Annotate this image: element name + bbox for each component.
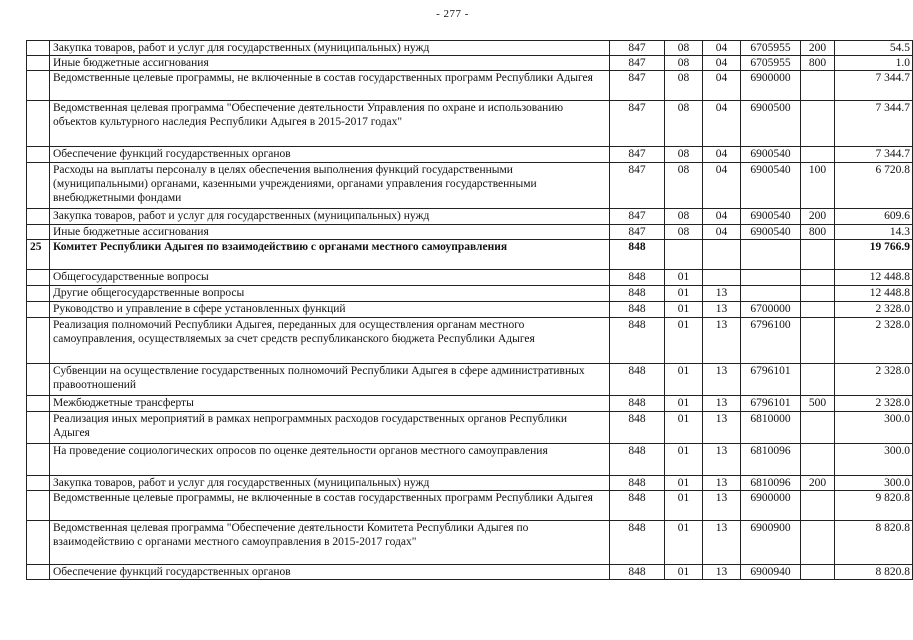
expense-name: Обеспечение функций государственных органов [50,147,610,163]
subsection-code: 13 [703,565,741,580]
amount: 300.0 [835,412,913,444]
ministry-code: 847 [610,41,665,56]
table-row [27,163,913,209]
ministry-code: 847 [610,147,665,163]
section-code: 01 [665,396,703,412]
row-number [27,302,50,318]
ministry-code: 848 [610,270,665,286]
expense-name: Ведомственные целевые программы, не включенные в состав государственных программ Республики Адыгея [50,491,610,521]
table-row [27,444,913,476]
section-code: 08 [665,147,703,163]
expense-name: Другие общегосударственные вопросы [50,286,610,302]
subsection-code [703,240,741,270]
target-article-code: 6705955 [741,56,801,71]
subsection-code: 13 [703,476,741,491]
expense-type-code [801,101,835,147]
subsection-code: 13 [703,396,741,412]
expense-name: Ведомственная целевая программа "Обеспечение деятельности Комитета Республики Адыгея по взаимодействию с органами местного самоуправления в 2015-2017 годах" [50,521,610,565]
expense-type-code: 500 [801,396,835,412]
row-number [27,521,50,565]
section-code: 01 [665,491,703,521]
table-row [27,71,913,101]
subsection-code: 04 [703,147,741,163]
expense-name: Обеспечение функций государственных органов [50,565,610,580]
section-code [665,240,703,270]
expense-name: Реализация полномочий Республики Адыгея, переданных для осуществления органам местного самоуправления, осуществляемых за счет средств республиканского бюджета Республики Адыгея [50,318,610,364]
target-article-code: 6810096 [741,444,801,476]
expense-name: Комитет Республики Адыгея по взаимодействию с органами местного самоуправления [50,240,610,270]
expense-name: Руководство и управление в сфере установленных функций [50,302,610,318]
section-code: 08 [665,163,703,209]
expense-type-code: 200 [801,476,835,491]
row-number [27,565,50,580]
section-code: 01 [665,318,703,364]
subsection-code: 13 [703,412,741,444]
ministry-code: 848 [610,476,665,491]
section-code: 01 [665,412,703,444]
ministry-code: 848 [610,240,665,270]
subsection-code: 04 [703,225,741,240]
amount: 7 344.7 [835,71,913,101]
section-code: 01 [665,521,703,565]
target-article-code: 6900540 [741,163,801,209]
section-code: 01 [665,302,703,318]
section-code: 01 [665,476,703,491]
target-article-code: 6705955 [741,41,801,56]
amount: 9 820.8 [835,491,913,521]
amount: 2 328.0 [835,318,913,364]
table-row [27,412,913,444]
row-number [27,209,50,225]
amount: 6 720.8 [835,163,913,209]
row-number: 25 [27,240,50,270]
subsection-code: 04 [703,101,741,147]
amount: 8 820.8 [835,565,913,580]
amount: 12 448.8 [835,286,913,302]
row-number [27,364,50,396]
target-article-code [741,286,801,302]
row-number [27,412,50,444]
table-row [27,476,913,491]
expense-name: Иные бюджетные ассигнования [50,56,610,71]
ministry-code: 848 [610,412,665,444]
target-article-code: 6810000 [741,412,801,444]
target-article-code: 6810096 [741,476,801,491]
amount: 14.3 [835,225,913,240]
expense-type-code [801,444,835,476]
amount: 7 344.7 [835,147,913,163]
row-number [27,56,50,71]
subsection-code: 13 [703,491,741,521]
section-code: 08 [665,209,703,225]
expense-type-code [801,565,835,580]
table-row [27,56,913,71]
ministry-code: 847 [610,225,665,240]
table-row [27,396,913,412]
expense-name: Субвенции на осуществление государственных полномочий Республики Адыгея в сфере административных правоотношений [50,364,610,396]
subsection-code: 13 [703,286,741,302]
section-code: 08 [665,225,703,240]
ministry-code: 848 [610,302,665,318]
expense-name: Иные бюджетные ассигнования [50,225,610,240]
table-row [27,101,913,147]
amount: 7 344.7 [835,101,913,147]
ministry-code: 848 [610,444,665,476]
expense-name: Общегосударственные вопросы [50,270,610,286]
row-number [27,444,50,476]
expense-name: Ведомственные целевые программы, не включенные в состав государственных программ Республики Адыгея [50,71,610,101]
row-number [27,163,50,209]
table-row [27,302,913,318]
expense-type-code [801,302,835,318]
section-code: 01 [665,444,703,476]
subsection-code: 04 [703,41,741,56]
target-article-code: 6900000 [741,71,801,101]
target-article-code: 6900900 [741,521,801,565]
expense-type-code [801,240,835,270]
amount: 2 328.0 [835,364,913,396]
ministry-code: 848 [610,491,665,521]
row-number [27,286,50,302]
subsection-code: 13 [703,302,741,318]
section-code: 08 [665,41,703,56]
table-row [27,240,913,270]
table-row [27,565,913,580]
ministry-code: 847 [610,101,665,147]
target-article-code: 6796100 [741,318,801,364]
target-article-code: 6900540 [741,147,801,163]
table-row [27,286,913,302]
subsection-code: 04 [703,163,741,209]
amount: 300.0 [835,476,913,491]
row-number [27,318,50,364]
subsection-code: 04 [703,71,741,101]
expense-type-code [801,521,835,565]
ministry-code: 848 [610,364,665,396]
expense-name: Закупка товаров, работ и услуг для государственных (муниципальных) нужд [50,41,610,56]
expense-name: Закупка товаров, работ и услуг для государственных (муниципальных) нужд [50,476,610,491]
subsection-code: 04 [703,56,741,71]
section-code: 08 [665,56,703,71]
expense-name: Реализация иных мероприятий в рамках непрограммных расходов государственных органов Республики Адыгея [50,412,610,444]
ministry-code: 848 [610,565,665,580]
amount: 1.0 [835,56,913,71]
target-article-code: 6900000 [741,491,801,521]
row-number [27,225,50,240]
table-row [27,41,913,56]
expense-type-code: 100 [801,163,835,209]
expense-type-code [801,270,835,286]
ministry-code: 848 [610,521,665,565]
ministry-code: 847 [610,71,665,101]
table-row [27,318,913,364]
subsection-code [703,270,741,286]
expense-type-code [801,147,835,163]
target-article-code: 6900500 [741,101,801,147]
amount: 2 328.0 [835,396,913,412]
row-number [27,71,50,101]
amount: 12 448.8 [835,270,913,286]
amount: 2 328.0 [835,302,913,318]
table-row [27,225,913,240]
amount: 19 766.9 [835,240,913,270]
expense-name: Межбюджетные трансферты [50,396,610,412]
row-number [27,396,50,412]
expense-type-code: 200 [801,41,835,56]
section-code: 01 [665,286,703,302]
table-row [27,364,913,396]
table-row [27,147,913,163]
subsection-code: 13 [703,521,741,565]
expense-name: Расходы на выплаты персоналу в целях обеспечения выполнения функций государственными (муниципальными) органами, казенными учреждениями, органами управления государственными внебюджетными фондами [50,163,610,209]
expense-type-code [801,286,835,302]
expense-type-code [801,491,835,521]
expense-type-code [801,318,835,364]
target-article-code: 6900940 [741,565,801,580]
budget-table [26,40,913,580]
target-article-code [741,270,801,286]
row-number [27,147,50,163]
expense-type-code [801,364,835,396]
row-number [27,41,50,56]
target-article-code: 6796101 [741,364,801,396]
table-body [27,41,913,580]
ministry-code: 847 [610,209,665,225]
row-number [27,491,50,521]
page-number: - 277 - [436,8,469,20]
expense-type-code [801,412,835,444]
section-code: 01 [665,270,703,286]
row-number [27,476,50,491]
target-article-code: 6900540 [741,225,801,240]
expense-type-code: 800 [801,56,835,71]
subsection-code: 04 [703,209,741,225]
subsection-code: 13 [703,318,741,364]
expense-name: На проведение социологических опросов по оценке деятельности органов местного самоуправления [50,444,610,476]
ministry-code: 848 [610,286,665,302]
row-number [27,101,50,147]
row-number [27,270,50,286]
subsection-code: 13 [703,444,741,476]
ministry-code: 847 [610,163,665,209]
section-code: 08 [665,71,703,101]
section-code: 01 [665,565,703,580]
subsection-code: 13 [703,364,741,396]
target-article-code: 6900540 [741,209,801,225]
table-row [27,209,913,225]
ministry-code: 848 [610,396,665,412]
ministry-code: 847 [610,56,665,71]
expense-name: Ведомственная целевая программа "Обеспечение деятельности Управления по охране и использованию объектов культурного наследия Республики Адыгея в 2015-2017 годах" [50,101,610,147]
expense-type-code: 800 [801,225,835,240]
target-article-code: 6700000 [741,302,801,318]
expense-name: Закупка товаров, работ и услуг для государственных (муниципальных) нужд [50,209,610,225]
target-article-code [741,240,801,270]
target-article-code: 6796101 [741,396,801,412]
amount: 8 820.8 [835,521,913,565]
expense-type-code: 200 [801,209,835,225]
section-code: 01 [665,364,703,396]
table-row [27,491,913,521]
ministry-code: 848 [610,318,665,364]
amount: 300.0 [835,444,913,476]
expense-type-code [801,71,835,101]
amount: 54.5 [835,41,913,56]
section-code: 08 [665,101,703,147]
table-row [27,521,913,565]
table-row [27,270,913,286]
amount: 609.6 [835,209,913,225]
